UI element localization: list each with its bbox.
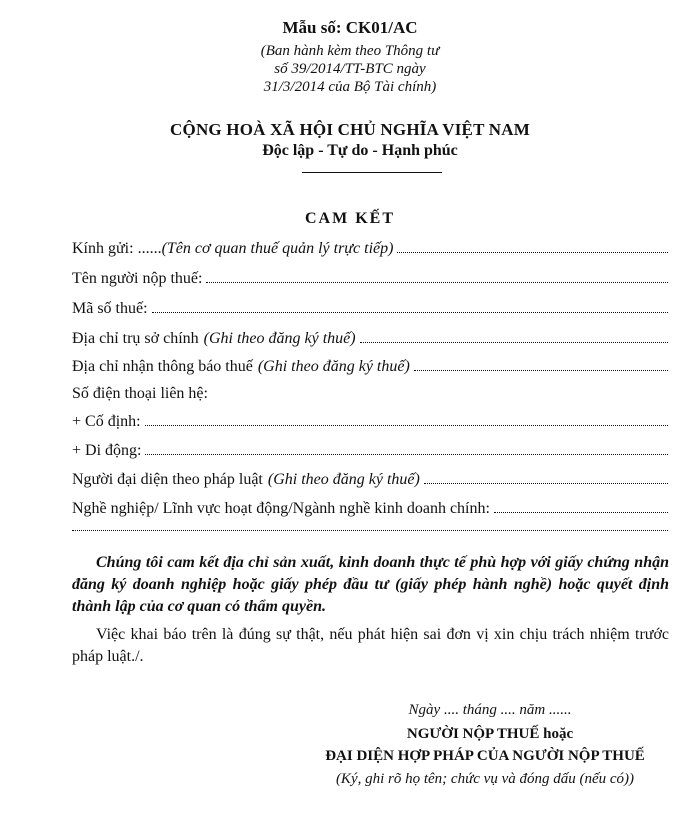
commitment-paragraph: Chúng tôi cam kết địa chỉ sản xuất, kinh doanh thực tế phù hợp với giấy chứng nhận đăng ký doanh nghiệp hoặc giấy phép đầu tư (giấy phép hành nghề) hoặc quyết định thành lập của cơ quan có thẩm quyền. [72, 554, 669, 615]
legal-representative-label: Người đại diện theo pháp luật [72, 471, 263, 488]
landline-label: + Cố định: [72, 413, 141, 430]
taxpayer-name-field [72, 266, 668, 288]
phone-field [72, 381, 668, 403]
taxpayer-name-label: Tên người nộp thuế: [72, 270, 203, 287]
tax-code-label: Mã số thuế: [72, 300, 148, 317]
mobile-label: + Di động: [72, 442, 142, 459]
issuing-note [230, 42, 470, 96]
legal-representative-field [72, 467, 668, 489]
signature-date-line: Ngày .... tháng .... năm ...... [408, 702, 572, 718]
notice-address-hint: (Ghi theo đăng ký thuế) [257, 358, 410, 375]
notice-address-dotted-line[interactable] [414, 369, 668, 371]
legal-representative-hint: (Ghi theo đăng ký thuế) [267, 471, 420, 488]
head-office-dotted-line[interactable] [360, 341, 668, 343]
form-code: Mẫu số: CK01/AC [282, 18, 418, 37]
tax-code-field [72, 296, 668, 318]
issuing-note-line-3: 31/3/2014 của Bộ Tài chính) [263, 79, 437, 95]
signer-title-line-1: NGƯỜI NỘP THUẾ hoặc [406, 726, 574, 742]
national-motto: Độc lập - Tự do - Hạnh phúc [262, 142, 458, 159]
issuing-note-line-2: số 39/2014/TT-BTC ngày [274, 61, 426, 77]
motto-underline [302, 172, 442, 173]
recipient-field [72, 236, 668, 258]
occupation-label: Nghề nghiệp/ Lĩnh vực hoạt động/Ngành nghề kinh doanh chính: [72, 500, 490, 517]
recipient-label: Kính gửi: ...... [72, 240, 162, 257]
occupation-field [72, 496, 668, 518]
signature-instruction: (Ký, ghi rõ họ tên; chức vụ và đóng dấu (nếu có)) [335, 771, 635, 787]
notice-address-label: Địa chỉ nhận thông báo thuế [72, 358, 253, 375]
signer-title-line-2: ĐẠI DIỆN HỢP PHÁP CỦA NGƯỜI NỘP THUẾ [325, 748, 645, 764]
head-office-hint: (Ghi theo đăng ký thuế) [203, 330, 356, 347]
document-title: CAM KẾT [305, 210, 395, 227]
taxpayer-name-dotted-line[interactable] [206, 281, 668, 283]
head-office-field [72, 326, 668, 348]
notice-address-field [72, 354, 668, 376]
landline-field [72, 409, 668, 431]
mobile-dotted-line[interactable] [145, 453, 668, 455]
recipient-dotted-line[interactable] [397, 251, 668, 253]
national-title: CỘNG HOÀ XÃ HỘI CHỦ NGHĨA VIỆT NAM [170, 120, 530, 139]
legal-representative-dotted-line[interactable] [424, 482, 668, 484]
mobile-field [72, 438, 668, 460]
recipient-hint: (Tên cơ quan thuế quản lý trực tiếp) [161, 240, 394, 257]
phone-label: Số điện thoại liên hệ: [72, 385, 208, 402]
landline-dotted-line[interactable] [145, 424, 668, 426]
tax-code-dotted-line[interactable] [152, 311, 668, 313]
occupation-dotted-line[interactable] [494, 511, 668, 513]
issuing-note-line-1: (Ban hành kèm theo Thông tư [260, 43, 440, 59]
head-office-label: Địa chỉ trụ sở chính [72, 330, 199, 347]
declaration-paragraph: Việc khai báo trên là đúng sự thật, nếu phát hiện sai đơn vị xin chịu trách nhiệm trước pháp luật./. [72, 626, 669, 665]
occupation-continuation-dotted-line[interactable] [72, 530, 668, 531]
